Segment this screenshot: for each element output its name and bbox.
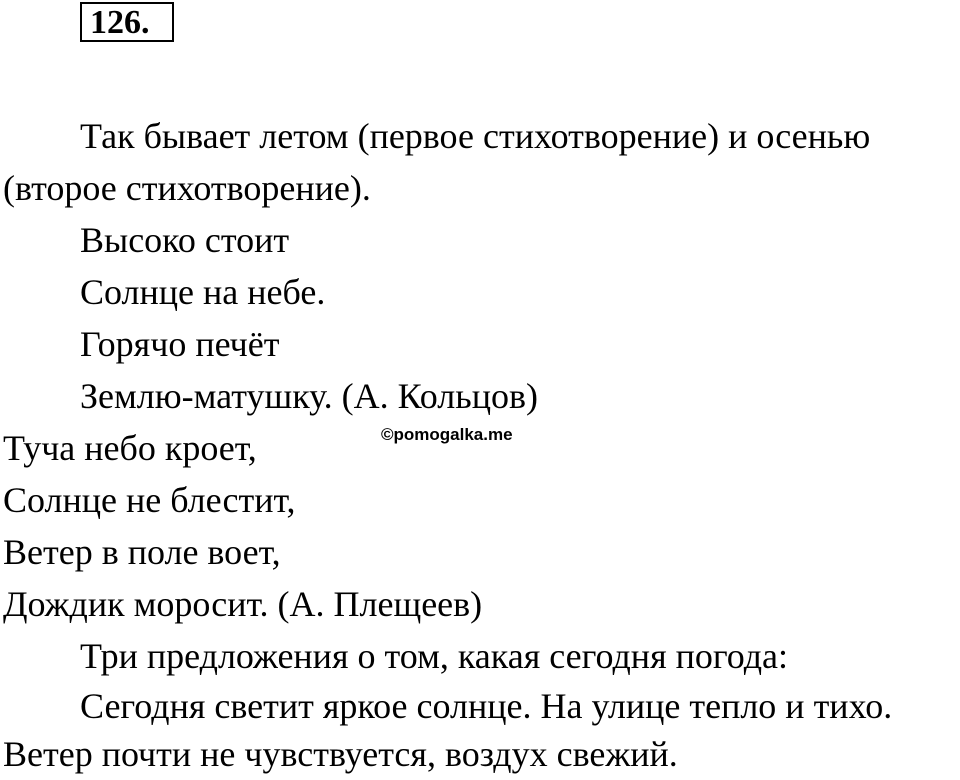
poem2-line-3: Ветер в поле воет,: [3, 532, 281, 572]
poem2-line-1: Туча небо кроет,: [3, 428, 257, 468]
poem1-line-4: Землю-матушку. (А. Кольцов): [80, 376, 538, 416]
poem1-line-2: Солнце на небе.: [80, 272, 326, 312]
watermark-text: ©pomogalka.me: [381, 425, 513, 444]
answer-intro: Три предложения о том, какая сегодня погода:: [80, 636, 789, 676]
answer-line-1: Сегодня светит яркое солнце. На улице тепло и тихо.: [80, 686, 893, 726]
poem1-line-3: Горячо печёт: [80, 324, 280, 364]
poem1-line-1: Высоко стоит: [80, 220, 290, 260]
poem2-line-2: Солнце не блестит,: [3, 480, 296, 520]
answer-line-2: Ветер почти не чувствуется, воздух свежий.: [3, 734, 678, 774]
intro-line-2: (второе стихотворение).: [3, 168, 371, 208]
poem2-line-4: Дождик моросит. (А. Плещеев): [3, 584, 483, 624]
exercise-number: 126.: [80, 2, 174, 42]
intro-line-1: Так бывает летом (первое стихотворение) и осенью: [80, 116, 871, 156]
